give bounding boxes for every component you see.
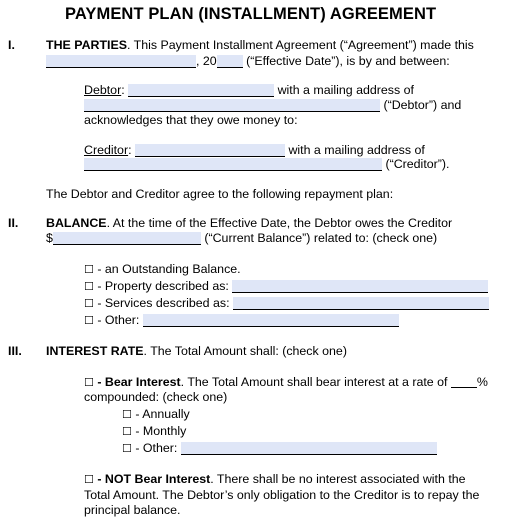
creditor-label: Creditor <box>84 143 129 157</box>
balance-text: . At the time of the Effective Date, the Debtor owes the Creditor <box>106 216 453 230</box>
not-bear-interest-option <box>84 472 466 487</box>
percent-sign: % <box>476 375 488 389</box>
balance-option-property <box>84 279 488 294</box>
repayment-plan-text: The Debtor and Creditor agree to the following repayment plan: <box>46 187 394 201</box>
interest-heading: INTEREST RATE <box>46 344 144 358</box>
creditor-address-field[interactable] <box>84 158 382 171</box>
debtor-ack: acknowledges that they owe money to: <box>84 113 298 127</box>
section-2-number: II. <box>8 216 19 230</box>
parties-intro-text: . This Payment Installment Agreement (“Agreement”) made this <box>127 38 474 52</box>
effective-date-text: (“Effective Date”), is by and between: <box>242 54 450 68</box>
option-label: - Property described as: <box>97 279 229 293</box>
debtor-tag: (“Debtor”) and <box>383 98 462 112</box>
compound-option-monthly <box>122 424 186 439</box>
debtor-mail-text: with a mailing address of <box>277 83 414 97</box>
balance-heading: BALANCE <box>46 216 107 230</box>
debtor-label: Debtor <box>84 83 122 97</box>
bear-interest-text: . The Total Amount shall bear interest at a rate of <box>180 375 448 389</box>
debtor-address-line <box>84 98 461 113</box>
balance-option-services <box>84 296 489 311</box>
section-1-number: I. <box>8 38 15 52</box>
balance-option-outstanding <box>84 262 241 277</box>
option-label: - Monthly <box>135 424 187 438</box>
interest-text: . The Total Amount shall: (check one) <box>143 344 347 358</box>
parties-heading: THE PARTIES <box>46 38 128 52</box>
not-bear-line-3: principal balance. <box>84 503 181 517</box>
compound-other-field[interactable] <box>181 442 437 455</box>
current-balance-text: (“Current Balance”) related to: (check one) <box>204 231 438 245</box>
compounded-text: compounded: (check one) <box>84 390 228 404</box>
bear-interest-option <box>84 375 488 390</box>
bear-interest-heading: - Bear Interest <box>97 375 181 389</box>
compound-option-annually <box>122 407 190 422</box>
checkbox-icon[interactable]: ☐ <box>84 314 94 327</box>
creditor-name-field[interactable] <box>135 144 285 157</box>
creditor-line: Creditor: with a mailing address of <box>84 143 425 157</box>
checkbox-icon[interactable]: ☐ <box>84 280 94 293</box>
option-label: - Annually <box>135 407 190 421</box>
checkbox-icon[interactable]: ☐ <box>84 297 94 310</box>
effective-date-line <box>46 54 450 69</box>
debtor-address-field[interactable] <box>84 99 380 112</box>
not-bear-interest-heading: - NOT Bear Interest <box>97 472 211 486</box>
creditor-address-line <box>84 157 449 172</box>
option-label: - Services described as: <box>97 296 230 310</box>
not-bear-interest-text: . There shall be no interest associated with the <box>210 472 466 486</box>
not-bear-line-2: Total Amount. The Debtor’s only obligation to the Creditor is to repay the <box>84 488 480 502</box>
option-label: - Other: <box>97 313 140 327</box>
checkbox-icon[interactable]: ☐ <box>122 408 132 421</box>
dollar-sign: $ <box>46 231 53 245</box>
option-label: - Other: <box>135 441 178 455</box>
year-prefix: , 20 <box>196 54 217 68</box>
parties-intro <box>46 38 474 53</box>
creditor-mail-text: with a mailing address of <box>288 143 425 157</box>
balance-intro <box>46 216 452 231</box>
checkbox-icon[interactable]: ☐ <box>122 442 132 455</box>
document-title: PAYMENT PLAN (INSTALLMENT) AGREEMENT <box>65 5 437 23</box>
checkbox-icon[interactable]: ☐ <box>84 263 94 276</box>
current-balance-line <box>46 231 437 246</box>
checkbox-icon[interactable]: ☐ <box>84 376 94 389</box>
day-month-field[interactable] <box>46 55 196 68</box>
option-label: - an Outstanding Balance. <box>97 262 241 276</box>
interest-intro <box>46 344 347 359</box>
current-balance-field[interactable] <box>53 232 201 245</box>
other-description-field[interactable] <box>143 314 399 327</box>
interest-rate-field[interactable] <box>451 376 477 388</box>
checkbox-icon[interactable]: ☐ <box>84 473 94 486</box>
section-3-number: III. <box>8 344 22 358</box>
creditor-tag: (“Creditor”). <box>385 157 450 171</box>
property-description-field[interactable] <box>232 280 488 293</box>
checkbox-icon[interactable]: ☐ <box>122 425 132 438</box>
services-description-field[interactable] <box>233 297 489 310</box>
debtor-name-field[interactable] <box>128 84 274 97</box>
year-field[interactable] <box>217 55 243 68</box>
debtor-line: Debtor: with a mailing address of <box>84 83 414 97</box>
compound-option-other <box>122 441 437 456</box>
balance-option-other <box>84 313 399 328</box>
